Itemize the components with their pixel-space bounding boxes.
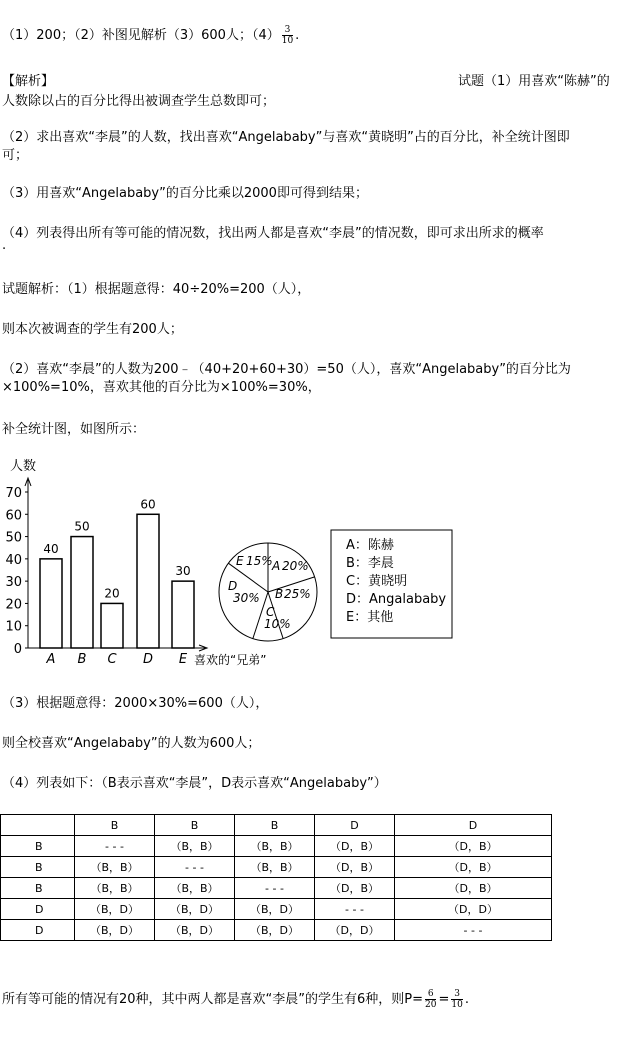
x-tick-label: B — [77, 652, 87, 667]
fraction-numerator: 3 — [451, 989, 462, 1000]
fraction-denominator: 10 — [451, 1000, 463, 1010]
table-cell: （D，B） — [395, 878, 552, 899]
table-header-row — [1, 815, 552, 836]
table-cell: （B，D） — [75, 899, 155, 920]
table-cell: （D，D） — [395, 899, 552, 920]
table-cell: （B，D） — [75, 920, 155, 941]
table-header-cell — [1, 815, 75, 836]
y-tick-label: 30 — [5, 575, 22, 591]
answer-fraction — [282, 25, 293, 46]
table-cell: （D，D） — [315, 920, 395, 941]
table-cell: B — [1, 836, 75, 857]
table-row — [1, 920, 552, 941]
table-cell: （D，B） — [315, 836, 395, 857]
table-row — [1, 836, 552, 857]
pie-chart — [219, 543, 317, 641]
table-cell: （D，B） — [395, 857, 552, 878]
analysis-line-4b: . — [2, 238, 7, 253]
bar-value-label: 60 — [140, 497, 156, 512]
table-header-cell: B — [155, 815, 235, 836]
x-axis-label: 喜欢的“兄弟” — [194, 653, 267, 667]
pie-pct-E: 15% — [246, 554, 273, 568]
pie-label-E: E — [236, 554, 244, 568]
y-tick-label: 10 — [5, 619, 22, 635]
x-tick-label: D — [142, 652, 154, 667]
table-header-cell: B — [235, 815, 315, 836]
solution-line-3b: ×100%=10%，喜欢其他的百分比为×100%=30%， — [2, 380, 321, 395]
y-tick-label: 20 — [5, 597, 22, 613]
bar-A — [40, 559, 62, 648]
pie-label-C: C — [266, 605, 275, 619]
x-tick-label: E — [178, 652, 188, 667]
x-tick-label: A — [46, 652, 56, 667]
fraction-numerator: 6 — [425, 989, 436, 1000]
legend-item: A：陈赫 — [346, 538, 394, 553]
solution-line-7: （4）列表如下：（B表示喜欢“李晨”，D表示喜欢“Angelababy”） — [2, 776, 387, 791]
y-tick-label: 60 — [5, 508, 22, 524]
table-cell: B — [1, 878, 75, 899]
legend-item: B：李晨 — [346, 556, 394, 571]
pie-pct-B: 25% — [284, 587, 311, 601]
table-cell: （D，B） — [395, 836, 552, 857]
table-cell: - - - — [395, 920, 552, 941]
bar-value-label: 40 — [43, 541, 59, 556]
analysis-line-4a: （4）列表得出所有等可能的情况数，找出两人都是喜欢“李晨”的情况数，即可求出所求的概率 — [2, 226, 544, 241]
bar-D — [137, 514, 159, 648]
pie-pct-D: 30% — [233, 591, 260, 605]
table-cell: （B，D） — [235, 920, 315, 941]
table-header-cell: B — [75, 815, 155, 836]
pie-pct-C: 10% — [264, 617, 291, 631]
final-line — [2, 988, 469, 1010]
solution-line-2: 则本次被调查的学生有200人； — [2, 322, 183, 337]
legend-item: C：黄晓明 — [346, 574, 408, 589]
outcome-table — [0, 814, 552, 941]
pie-label-A: A — [272, 559, 281, 573]
bar-C — [101, 603, 123, 648]
table-row — [1, 878, 552, 899]
legend-box — [331, 530, 452, 638]
pie-label-B: B — [275, 587, 284, 601]
analysis-line-2a: （2）求出喜欢“李晨”的人数，找出喜欢“Angelababy”与喜欢“黄晓明”占的百分比，补全统计图即 — [2, 130, 570, 145]
bar-E — [172, 581, 194, 648]
final-fraction-1 — [425, 989, 436, 1010]
fraction-denominator: 10 — [281, 36, 294, 46]
legend-item: D：Angalababy — [346, 592, 447, 607]
table-row — [1, 899, 552, 920]
fraction-numerator: 3 — [282, 25, 293, 36]
analysis-line-1: 人数除以占的百分比得出被调查学生总数即可； — [2, 94, 276, 109]
table-cell: - - - — [315, 899, 395, 920]
y-tick-label: 0 — [13, 642, 22, 657]
final-text: 所有等可能的情况有20种，其中两人都是喜欢“李晨”的学生有6种，则P= — [2, 992, 424, 1007]
fraction-denominator: 20 — [425, 1000, 437, 1010]
table-header-cell: D — [315, 815, 395, 836]
analysis-line-3: （3）用喜欢“Angelababy”的百分比乘以2000即可得到结果； — [2, 186, 368, 201]
solution-line-5: （3）根据题意得：2000×30%=600（人）， — [2, 696, 269, 711]
table-cell: （B，D） — [235, 899, 315, 920]
equals-sign: = — [438, 992, 450, 1007]
answer-end: . — [295, 28, 300, 43]
table-cell: （D，B） — [315, 878, 395, 899]
table-cell: （B，B） — [75, 857, 155, 878]
table-row — [1, 857, 552, 878]
answer-text: （1）200；（2）补图见解析（3）600人；（4） — [2, 28, 280, 43]
table-cell: （B，D） — [155, 899, 235, 920]
bar-value-label: 50 — [74, 519, 90, 534]
legend-item: E：其他 — [346, 610, 394, 625]
table-header-cell: D — [395, 815, 552, 836]
y-axis-label: 人数 — [10, 459, 37, 474]
table-cell: （B，B） — [75, 878, 155, 899]
solution-line-3a: （2）喜欢“李晨”的人数为200﹣（40+20+60+30）=50（人），喜欢“Angelababy”的百分比为 — [2, 362, 571, 377]
analysis-line-2b: 可； — [2, 148, 29, 163]
bar-chart — [5, 458, 266, 667]
solution-line-6: 则全校喜欢“Angelababy”的人数为600人； — [2, 736, 261, 751]
table-cell: （B，D） — [155, 920, 235, 941]
table-cell: - - - — [235, 878, 315, 899]
table-cell: （D，B） — [315, 857, 395, 878]
table-cell: （B，B） — [155, 878, 235, 899]
table-cell: （B，B） — [155, 836, 235, 857]
y-tick-label: 40 — [5, 552, 22, 568]
table-cell: B — [1, 857, 75, 878]
answer-line — [2, 24, 299, 46]
analysis-heading: 【解析】 — [2, 74, 55, 89]
table-cell: D — [1, 920, 75, 941]
bar-value-label: 20 — [104, 586, 120, 601]
bar-value-label: 30 — [175, 564, 191, 579]
table-cell: - - - — [75, 836, 155, 857]
y-tick-label: 70 — [5, 486, 22, 501]
bar-B — [71, 537, 93, 648]
table-cell: （B，B） — [235, 836, 315, 857]
x-tick-label: C — [107, 652, 117, 667]
solution-line-4: 补全统计图，如图所示： — [2, 422, 146, 437]
analysis-right-text: 试题（1）用喜欢“陈赫”的 — [458, 74, 610, 89]
solution-line-1: 试题解析：（1）根据题意得：40÷20%=200（人）， — [2, 282, 311, 297]
final-end: . — [464, 992, 469, 1007]
table-cell: - - - — [155, 857, 235, 878]
y-tick-label: 50 — [5, 530, 22, 546]
pie-label-D: D — [228, 579, 238, 593]
statistics-figure — [0, 450, 630, 670]
table-cell: （B，B） — [235, 857, 315, 878]
final-fraction-2 — [451, 989, 462, 1010]
table-cell: D — [1, 899, 75, 920]
pie-pct-A: 20% — [282, 559, 309, 573]
